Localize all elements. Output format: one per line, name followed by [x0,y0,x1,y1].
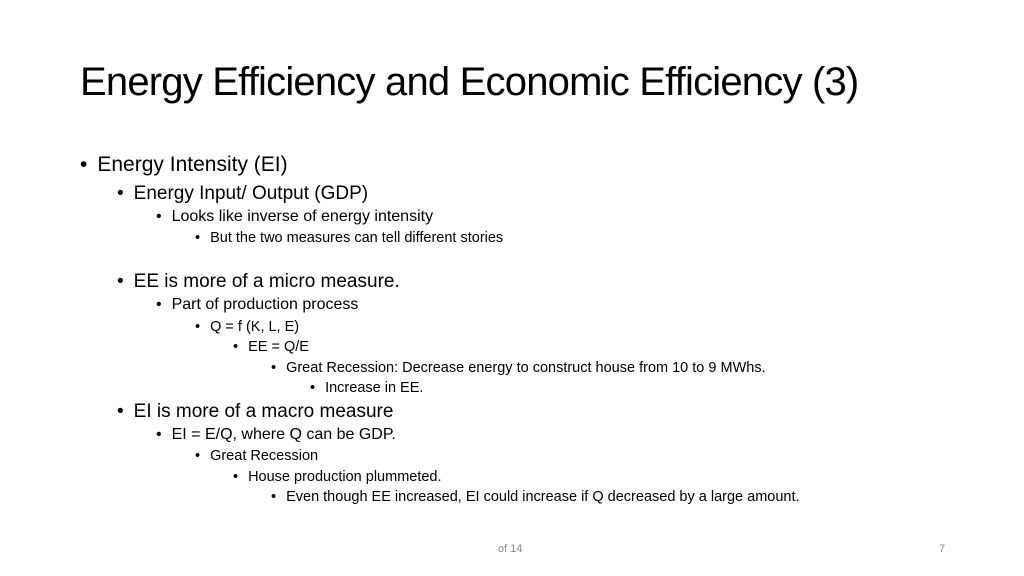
bullet-item [117,184,368,203]
bullet-item [117,402,393,421]
bullet-item [156,427,396,443]
bullet-item [117,272,400,291]
bullet-icon: • [310,380,316,396]
bullet-text: EE is more of a micro measure. [133,271,400,292]
bullet-icon: • [233,469,239,485]
bullet-item [156,209,433,225]
bullet-text: Even though EE increased, EI could increase if Q decreased by a large amount. [286,489,800,505]
bullet-item [195,231,503,246]
bullet-text: EI is more of a macro measure [133,401,394,422]
bullet-item [195,320,299,335]
bullet-text: Q = f (K, L, E) [210,319,300,335]
bullet-text: EI = E/Q, where Q can be GDP. [171,426,396,443]
slide-title: Energy Efficiency and Economic Efficiency (3) [80,60,859,104]
bullet-icon: • [117,183,124,204]
bullet-text: But the two measures can tell different stories [210,230,504,246]
bullet-text: Increase in EE. [325,380,424,396]
bullet-text: Great Recession [210,448,319,464]
footer-page-total: of 14 [498,543,523,555]
bullet-icon: • [156,426,162,443]
bullet-icon: • [195,319,201,335]
bullet-icon: • [233,339,239,355]
bullet-icon: • [80,153,88,176]
bullet-icon: • [117,271,124,292]
bullet-text: Part of production process [171,296,359,313]
bullet-text: Energy Intensity (EI) [97,153,288,176]
bullet-item [233,470,442,485]
bullet-item [271,490,800,505]
bullet-icon: • [271,489,277,505]
bullet-icon: • [117,401,124,422]
bullet-item [233,340,309,355]
bullet-icon: • [156,296,162,313]
bullet-item [195,449,318,464]
bullet-text: House production plummeted. [248,469,442,485]
slide-number: 7 [939,543,946,555]
bullet-item [310,381,423,396]
bullet-text: Energy Input/ Output (GDP) [133,183,369,204]
bullet-text: EE = Q/E [248,339,309,355]
bullet-icon: • [195,448,201,464]
bullet-text: Great Recession: Decrease energy to construct house from 10 to 9 MWhs. [286,360,766,376]
bullet-icon: • [195,230,201,246]
bullet-icon: • [271,360,277,376]
bullet-icon: • [156,208,162,225]
bullet-item [271,361,766,376]
bullet-item [80,154,288,175]
bullet-text: Looks like inverse of energy intensity [171,208,434,225]
bullet-item [156,297,358,313]
